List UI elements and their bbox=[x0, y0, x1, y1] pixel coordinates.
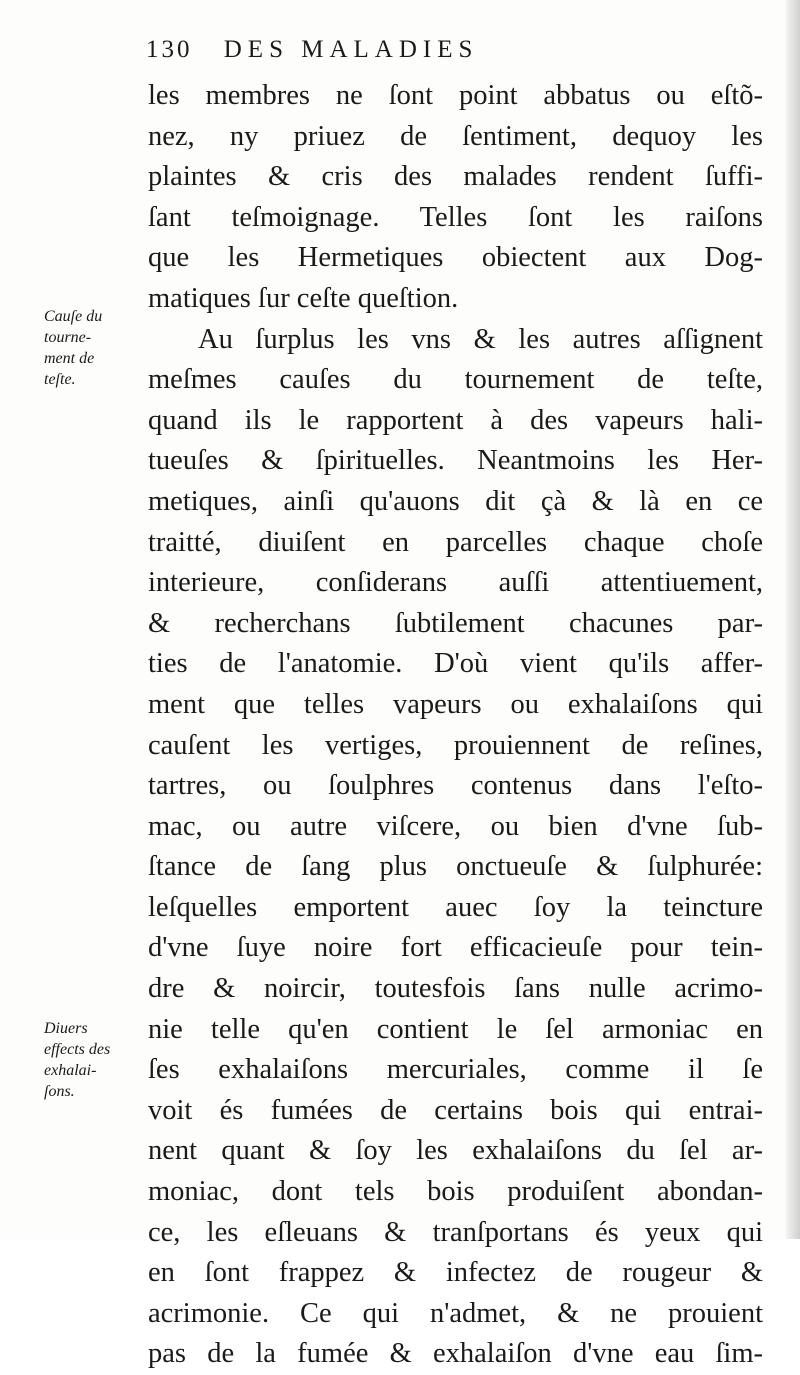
text-line: voit és fumées de certains bois qui entrai- bbox=[148, 1094, 763, 1126]
text-line: d'vne ſuye noire fort efficacieuſe pour tein- bbox=[148, 932, 763, 964]
text-line: interieure, conſiderans auſſi attentiuement, bbox=[148, 567, 763, 599]
text-line: quand ils le rapportent à des vapeurs hali- bbox=[148, 404, 763, 436]
text-line: nie telle qu'en contient le ſel armoniac en bbox=[148, 1013, 763, 1045]
text-line: en ſont frappez & infectez de rougeur & bbox=[148, 1257, 763, 1289]
body-text bbox=[148, 76, 763, 1375]
margin-note-line: Diuers bbox=[44, 1020, 88, 1037]
text-line: ties de l'anatomie. D'où vient qu'ils affer- bbox=[148, 648, 763, 680]
margin-note-line: exhalai- bbox=[44, 1062, 97, 1079]
text-line: dre & noircir, toutesfois ſans nulle acrimo- bbox=[148, 973, 763, 1005]
text-line: ſtance de ſang plus onctueuſe & ſulphurée: bbox=[148, 851, 763, 883]
page-number: 130 bbox=[146, 36, 193, 63]
text-line: acrimonie. Ce qui n'admet, & ne prouient bbox=[148, 1297, 763, 1329]
running-title: DES MALADIES bbox=[223, 36, 479, 63]
text-line: les membres ne ſont point abbatus ou eſtõ- bbox=[148, 80, 763, 111]
text-line: tueuſes & ſpirituelles. Neantmoins les Her- bbox=[148, 445, 763, 477]
margin-note-line: ment de bbox=[44, 350, 95, 367]
text-line: que les Hermetiques obiectent aux Dog- bbox=[148, 242, 763, 274]
text-line: pas de la fumée & exhalaiſon d'vne eau ſim- bbox=[148, 1338, 763, 1370]
text-line: meſmes cauſes du tournement de teſte, bbox=[148, 364, 763, 396]
page-edge-shadow bbox=[786, 0, 800, 1239]
margin-note-line: Cauſe du bbox=[44, 308, 103, 325]
text-line: tartres, ou ſoulphres contenus dans l'eſto- bbox=[148, 770, 763, 802]
text-line: plaintes & cris des malades rendent ſuffi- bbox=[148, 161, 763, 193]
text-line: ſes exhalaiſons mercuriales, comme il ſe bbox=[148, 1054, 763, 1086]
text-line: nez, ny priuez de ſentiment, dequoy les bbox=[148, 120, 763, 152]
text-line: mac, ou autre viſcere, ou bien d'vne ſub- bbox=[148, 810, 763, 842]
text-line: metiques, ainſi qu'auons dit çà & là en ce bbox=[148, 485, 763, 517]
text-line: ſant teſmoignage. Telles ſont les raiſons bbox=[148, 201, 763, 233]
text-line: & recherchans ſubtilement chacunes par- bbox=[148, 607, 763, 639]
running-head bbox=[146, 36, 746, 64]
text-line: ment que telles vapeurs ou exhalaiſons qui bbox=[148, 688, 763, 720]
text-line: moniac, dont tels bois produiſent abondan- bbox=[148, 1176, 763, 1208]
text-line: leſquelles emportent auec ſoy la teincture bbox=[148, 891, 763, 923]
text-line: nent quant & ſoy les exhalaiſons du ſel ar- bbox=[148, 1135, 763, 1167]
text-line: ce, les eſleuans & tranſportans és yeux qui bbox=[148, 1216, 763, 1248]
margin-note-line: ſons. bbox=[44, 1083, 75, 1100]
margin-note bbox=[44, 1018, 154, 1102]
text-line: cauſent les vertiges, prouiennent de reſines, bbox=[148, 729, 763, 761]
margin-note-line: tourne- bbox=[44, 329, 92, 346]
text-line: Au ſurplus les vns & les autres aſſignent bbox=[198, 323, 763, 355]
margin-note-line: teſte. bbox=[44, 371, 76, 388]
text-line: traitté, diuiſent en parcelles chaque choſe bbox=[148, 526, 763, 558]
text-line: matiques ſur ceſte queſtion. bbox=[148, 282, 459, 314]
margin-note-line: effects des bbox=[44, 1041, 111, 1058]
margin-note bbox=[44, 306, 154, 390]
